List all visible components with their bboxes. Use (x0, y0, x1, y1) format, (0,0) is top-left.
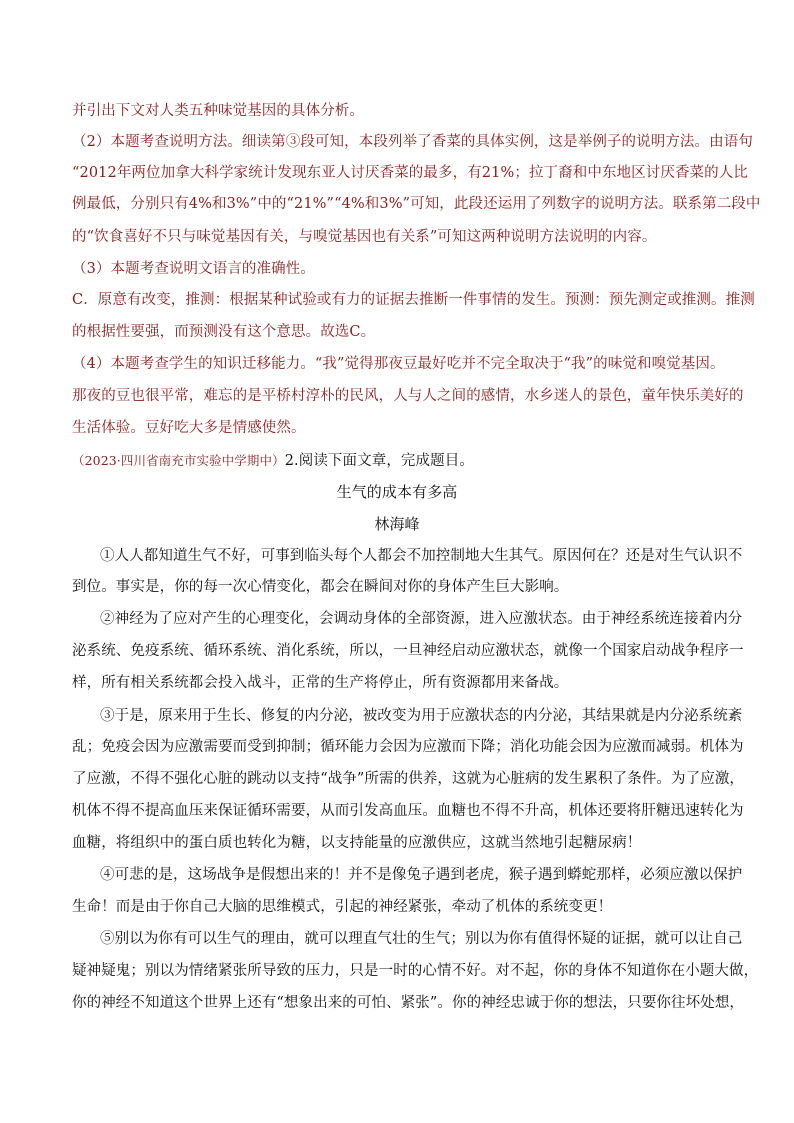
question-source: （2023·四川省南充市实验中学期中） (72, 453, 285, 468)
analysis-line: 并引出下文对人类五种味觉基因的具体分析。 (72, 103, 364, 119)
analysis-line: C．原意有改变，推测：根据某种试验或有力的证据去推断一件事情的发生。预测：预先测定或推测。推测 (72, 292, 755, 308)
article-line: ⑤别以为你有可以生气的理由，就可以理直气壮的生气；别以为你有值得怀疑的证据，就可以让自己 (100, 931, 743, 947)
article-line: 你的神经不知道这个世界上还有“想象出来的可怕、紧张”。你的神经忠诚于你的想法，只要你往坏处想， (72, 995, 745, 1011)
article-line: ②神经为了应对产生的心理变化，会调动身体的全部资源，进入应激状态。由于神经系统连接着内分 (100, 611, 743, 627)
analysis-line: 的“饮食喜好不只与味觉基因有关，与嗅觉基因也有关系”可知这两种说明方法说明的内容。 (72, 229, 657, 245)
article-author: 林海峰 (374, 515, 420, 533)
article-line: 样，所有相关系统都会投入战斗，正常的生产将停止，所有资源都用来备战。 (72, 675, 569, 691)
analysis-line: “2012年两位加拿大科学家统计发现东亚人讨厌香菜的最多，有21%；拉丁裔和中东地区讨厌香菜的人比 (72, 165, 748, 181)
article-line: 血糖，将组织中的蛋白质也转化为糖，以支持能量的应激供应，这就当然地引起糖尿病！ (72, 835, 642, 851)
article-title: 生气的成本有多高 (336, 483, 458, 501)
article-line: 泌系统、免疫系统、循环系统、消化系统，所以，一旦神经启动应激状态，就像一个国家启动战争程序一 (72, 643, 744, 659)
article-line: 生命！而是由于你自己大脑的思维模式，引起的神经紧张，牵动了机体的系统变更！ (72, 899, 613, 915)
analysis-line: 例最低，分别只有4%和3%”中的“21%”“4%和3%”可知，此段还运用了列数字的说明方法。联系第二段中 (72, 196, 761, 212)
article-line: 疑神疑鬼；别以为情绪紧张所导致的压力，只是一时的心情不好。对不起，你的身体不知道你在小题大做， (72, 963, 759, 979)
article-line: 机体不得不提高血压来保证循环需要，从而引发高血压。血糖也不得不升高，机体还要将肝糖迅速转化为 (72, 803, 744, 819)
article-line: ③于是，原来用于生长、修复的内分泌，被改变为用于应激状态的内分泌，其结果就是内分泌系统紊 (100, 708, 743, 724)
analysis-line: 生活体验。豆好吃大多是情感使然。 (72, 420, 306, 436)
article-line: 到位。事实是，你的每一次心情变化，都会在瞬间对你的身体产生巨大影响。 (72, 579, 569, 595)
question-prompt: 2.阅读下面文章，完成题目。 (284, 453, 474, 469)
article-line: ①人人都知道生气不好，可事到临头每个人都会不加控制地大生其气。原因何在？还是对生气认识不 (100, 548, 743, 564)
analysis-line: （4）本题考查学生的知识迁移能力。“我”觉得那夜豆最好吃并不完全取决于“我”的味觉和嗅觉基因。 (72, 356, 725, 372)
analysis-line: （2）本题考查说明方法。细读第③段可知，本段列举了香菜的具体实例，这是举例子的说明方法。由语句 (72, 134, 753, 150)
analysis-line: （3）本题考查说明文语言的准确性。 (72, 261, 315, 277)
article-line: ④可悲的是，这场战争是假想出来的！并不是像兔子遇到老虎，猴子遇到蟒蛇那样，必须应激以保护 (100, 867, 743, 883)
analysis-line: 的根据性要强，而预测没有这个意思。故选C。 (72, 324, 376, 340)
article-line: 乱；免疫会因为应激需要而受到抑制；循环能力会因为应激而下降；消化功能会因为应激而减弱。机体为 (72, 739, 744, 755)
article-line: 了应激，不得不强化心脏的跳动以支持“战争”所需的供养，这就为心脏病的发生累积了条件。为了应激， (72, 771, 745, 787)
analysis-line: 那夜的豆也很平常，难忘的是平桥村淳朴的民风，人与人之间的感情，水乡迷人的景色，童年快乐美好的 (72, 388, 744, 404)
question-heading (72, 451, 732, 471)
